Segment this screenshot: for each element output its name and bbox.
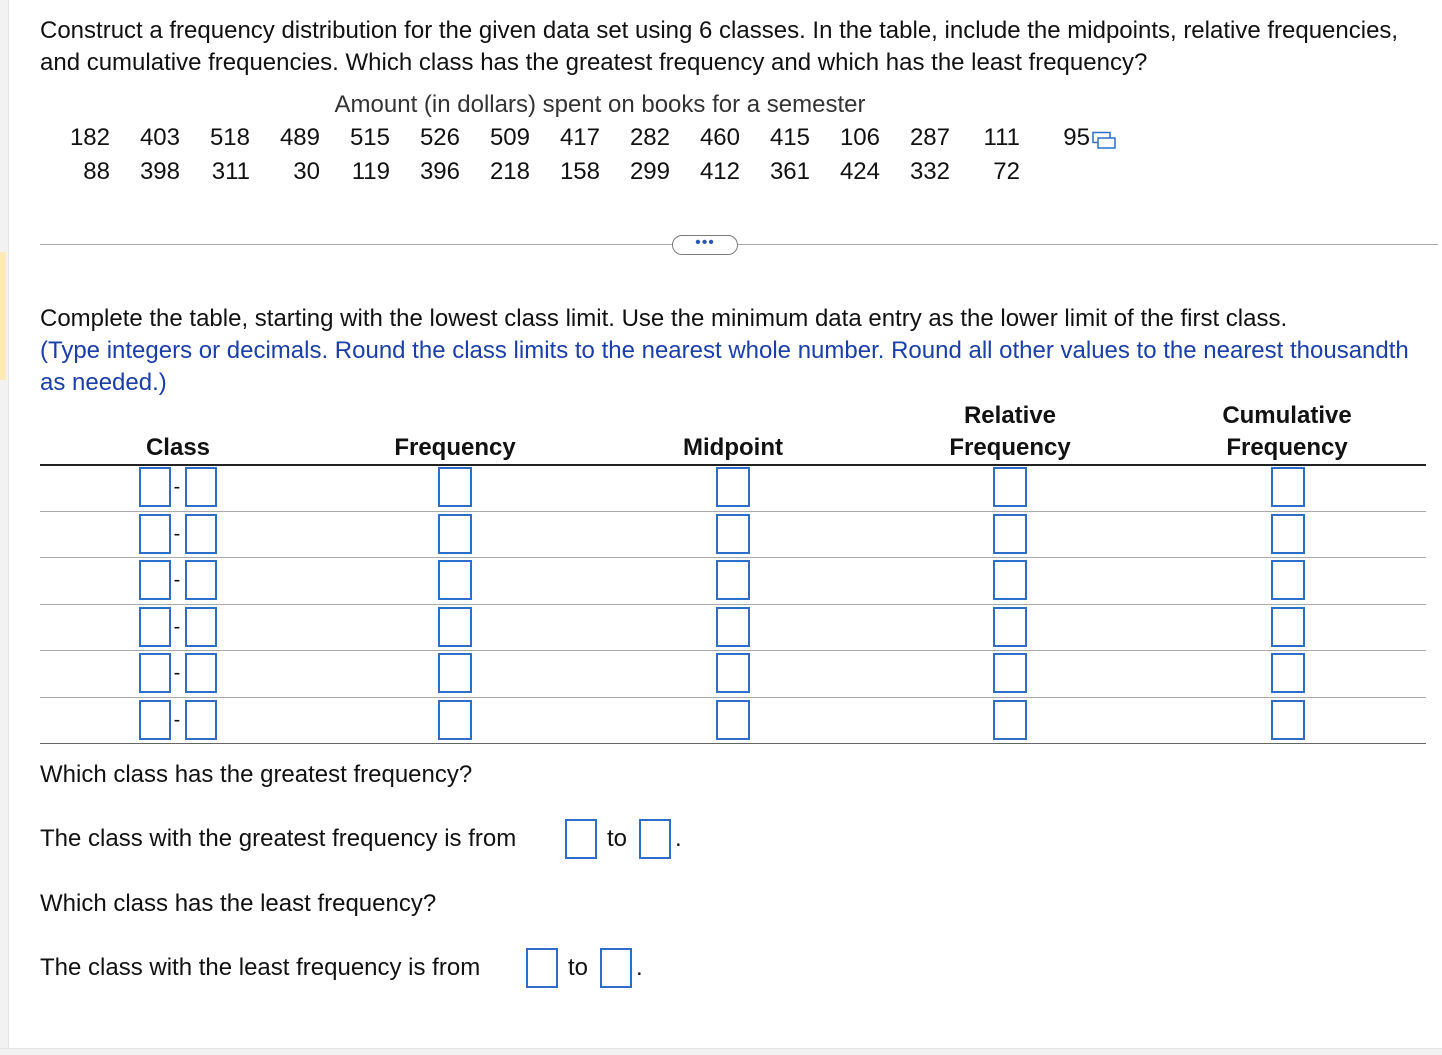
data-value: 515 — [349, 124, 390, 151]
instructions-hint: (Type integers or decimals. Round the class limits to the nearest whole number. Round all other values to the nearest thousandth as needed.) — [40, 337, 1409, 396]
cumulative-frequency-input[interactable] — [1271, 560, 1305, 600]
data-caption: Amount (in dollars) spent on books for a semester — [334, 91, 866, 118]
data-value: 398 — [139, 158, 180, 185]
midpoint-input[interactable] — [716, 514, 750, 554]
frequency-input[interactable] — [438, 653, 472, 693]
relative-frequency-input[interactable] — [993, 653, 1027, 693]
midpoint-input[interactable] — [716, 607, 750, 647]
class-upper-limit-input[interactable] — [185, 514, 217, 554]
least-question: Which class has the least frequency? — [40, 890, 437, 917]
data-value: 460 — [699, 124, 740, 151]
cumulative-frequency-input[interactable] — [1271, 653, 1305, 693]
table-row-divider — [40, 650, 1426, 651]
class-lower-limit-input[interactable] — [139, 514, 171, 554]
header-relative-frequency — [910, 400, 1110, 464]
data-value: 72 — [993, 158, 1020, 185]
table-row-divider — [40, 511, 1426, 512]
table-bottom-rule — [40, 743, 1426, 744]
class-dash: - — [173, 709, 181, 731]
data-value: 396 — [419, 158, 460, 185]
class-lower-limit-input[interactable] — [139, 607, 171, 647]
class-dash: - — [173, 476, 181, 498]
class-lower-limit-input[interactable] — [139, 700, 171, 740]
data-value: 182 — [69, 124, 110, 151]
data-value: 88 — [83, 158, 110, 185]
cumulative-frequency-input[interactable] — [1271, 514, 1305, 554]
least-answer-label: The class with the least frequency is from — [40, 954, 481, 981]
class-upper-limit-input[interactable] — [185, 653, 217, 693]
greatest-to-label: to — [607, 825, 628, 852]
data-value: 95 — [1063, 124, 1090, 151]
least-to-label: to — [568, 954, 589, 981]
least-to-input[interactable] — [600, 948, 632, 988]
relative-frequency-input[interactable] — [993, 607, 1027, 647]
midpoint-input[interactable] — [716, 560, 750, 600]
relative-frequency-input[interactable] — [993, 700, 1027, 740]
relative-frequency-input[interactable] — [993, 560, 1027, 600]
frequency-input[interactable] — [438, 560, 472, 600]
data-value: 287 — [909, 124, 950, 151]
class-dash: - — [173, 616, 181, 638]
data-value: 412 — [699, 158, 740, 185]
instructions-main: Complete the table, starting with the lowest class limit. Use the minimum data entry as the lower limit of the first class. — [40, 305, 1288, 332]
data-value: 119 — [351, 158, 390, 185]
data-value: 509 — [489, 124, 530, 151]
relative-frequency-input[interactable] — [993, 467, 1027, 507]
header-cumulative-line2: Frequency — [1226, 434, 1348, 461]
data-value: 218 — [489, 158, 530, 185]
greatest-from-input[interactable] — [565, 819, 597, 859]
least-period: . — [636, 954, 643, 981]
data-value: 106 — [839, 124, 880, 151]
frequency-input[interactable] — [438, 607, 472, 647]
class-dash: - — [173, 569, 181, 591]
greatest-period: . — [675, 825, 682, 852]
data-value: 311 — [211, 158, 250, 185]
data-value: 424 — [839, 158, 880, 185]
data-value: 489 — [279, 124, 320, 151]
header-cumulative-line1: Cumulative — [1222, 402, 1352, 429]
question-intro: Construct a frequency distribution for the given data set using 6 classes. In the table, include the midpoints, relative frequencies, and cumulative frequencies. Which class has the greatest frequency and which has the least frequency? — [40, 17, 1399, 76]
class-upper-limit-input[interactable] — [185, 467, 217, 507]
data-value: 518 — [209, 124, 250, 151]
cumulative-frequency-input[interactable] — [1271, 467, 1305, 507]
data-value: 332 — [909, 158, 950, 185]
data-value: 158 — [559, 158, 600, 185]
class-dash: - — [173, 523, 181, 545]
data-value: 299 — [629, 158, 670, 185]
table-row-divider — [40, 557, 1426, 558]
left-frame-border — [0, 0, 9, 1054]
data-value: 415 — [769, 124, 810, 151]
frequency-input[interactable] — [438, 467, 472, 507]
data-value: 282 — [629, 124, 670, 151]
data-value: 526 — [419, 124, 460, 151]
header-midpoint: Midpoint — [683, 434, 783, 461]
data-value: 111 — [983, 124, 1020, 151]
class-upper-limit-input[interactable] — [185, 560, 217, 600]
midpoint-input[interactable] — [716, 653, 750, 693]
section-divider — [40, 244, 1438, 245]
frequency-input[interactable] — [438, 700, 472, 740]
header-relative-line2: Frequency — [949, 434, 1071, 461]
data-value: 417 — [559, 124, 600, 151]
class-lower-limit-input[interactable] — [139, 653, 171, 693]
relative-frequency-input[interactable] — [993, 514, 1027, 554]
data-value: 361 — [769, 158, 810, 185]
class-lower-limit-input[interactable] — [139, 467, 171, 507]
class-dash: - — [173, 662, 181, 684]
instructions — [40, 303, 1420, 399]
table-row-divider — [40, 604, 1426, 605]
table-row-divider — [40, 697, 1426, 698]
expand-more-button[interactable]: ••• — [672, 235, 738, 255]
header-relative-line1: Relative — [963, 402, 1057, 429]
greatest-answer-label: The class with the greatest frequency is from — [40, 825, 517, 852]
midpoint-input[interactable] — [716, 467, 750, 507]
copy-icon[interactable] — [1092, 131, 1118, 151]
least-from-input[interactable] — [526, 948, 558, 988]
data-value: 30 — [293, 158, 320, 185]
header-cumulative-frequency — [1187, 400, 1387, 464]
frequency-input[interactable] — [438, 514, 472, 554]
header-class: Class — [145, 434, 211, 461]
class-lower-limit-input[interactable] — [139, 560, 171, 600]
class-upper-limit-input[interactable] — [185, 607, 217, 647]
left-step-marker — [0, 252, 6, 380]
table-header-rule — [40, 464, 1426, 466]
cumulative-frequency-input[interactable] — [1271, 607, 1305, 647]
header-frequency: Frequency — [394, 434, 516, 461]
midpoint-input[interactable] — [716, 700, 750, 740]
greatest-question: Which class has the greatest frequency? — [40, 761, 473, 788]
class-upper-limit-input[interactable] — [185, 700, 217, 740]
cumulative-frequency-input[interactable] — [1271, 700, 1305, 740]
data-value: 403 — [139, 124, 180, 151]
greatest-to-input[interactable] — [639, 819, 671, 859]
